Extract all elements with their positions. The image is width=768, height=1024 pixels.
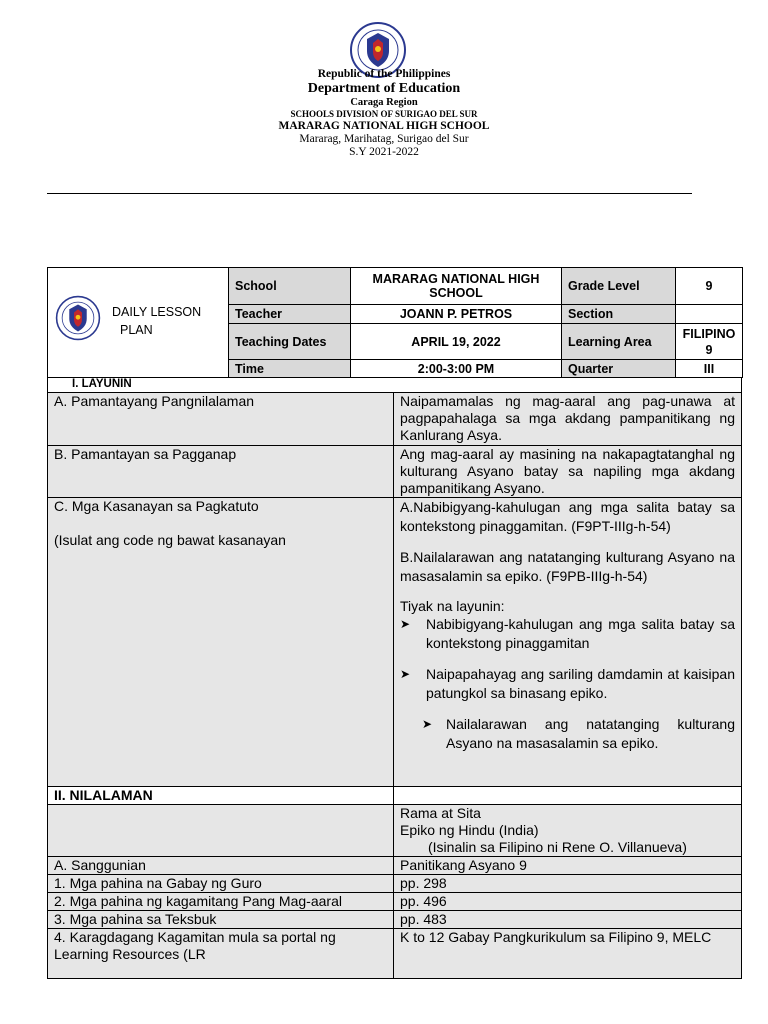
school-value: MARARAG NATIONAL HIGH SCHOOL	[351, 268, 562, 305]
grade-level-value: 9	[676, 268, 743, 305]
dlp-title-cell	[48, 268, 229, 378]
learning-area-value: FILIPINO 9	[676, 324, 743, 360]
grade-level-label: Grade Level	[562, 268, 676, 305]
learning-area-label: Learning Area	[562, 324, 676, 360]
teacher-label: Teacher	[229, 305, 351, 324]
pamantayang-pangnilalaman-text: Naipamamalas ng mag-aaral ang pag-unawa at pagpapahalaga sa mga akdang pampanitikang ng Kanlurang Asya.	[394, 393, 742, 446]
pang-mag-aaral-value: pp. 496	[394, 893, 742, 911]
school-year-text: S.Y 2021-2022	[349, 146, 419, 159]
section-label: Section	[562, 305, 676, 324]
department-text: Department of Education	[307, 81, 461, 97]
mga-kasanayan-note: (Isulat ang code ng bawat kasanayan	[54, 532, 286, 548]
quarter-value: III	[676, 360, 743, 378]
sanggunian-label: A. Sanggunian	[48, 857, 394, 875]
pamantayang-pangnilalaman-label: A. Pamantayang Pangnilalaman	[48, 393, 394, 446]
school-label: School	[229, 268, 351, 305]
region-text: Caraga Region	[350, 97, 418, 109]
arrow-bullet-icon: ➤	[400, 667, 411, 681]
dlp-title: DAILY LESSON PLAN	[112, 305, 202, 337]
pang-mag-aaral-label: 2. Mga pahina ng kagamitang Pang Mag-aaral	[48, 893, 394, 911]
sanggunian-value: Panitikang Asyano 9	[394, 857, 742, 875]
republic-text: Republic of the Philippines	[317, 68, 451, 80]
karagdagang-kagamitan-label: 4. Karagdagang Kagamitan mula sa portal ng Learning Resources (LR	[48, 929, 394, 979]
kasanayan-b: B.Nailalarawan ang natatanging kulturang Asyano na masasalamin sa epiko. (F9PB-IIIg-h-54)	[400, 549, 735, 584]
kasanayan-a: A.Nabibigyang-kahulugan ang mga salita batay sa kontekstong pinaggamitan. (F9PT-IIIg-h-54)	[400, 499, 735, 534]
letterhead	[0, 68, 768, 159]
pamantayan-sa-pagganap-label: B. Pamantayan sa Pagganap	[48, 446, 394, 498]
teksbuk-label: 3. Mga pahina sa Teksbuk	[48, 911, 394, 929]
teacher-value: JOANN P. PETROS	[351, 305, 562, 324]
pamantayan-sa-pagganap-text: Ang mag-aaral ay masining na nakapagtatanghal ng kulturang Asyano batay sa napiling mga akdang pampanitikang Asyano.	[394, 446, 742, 498]
nilalaman-title: Rama at Sita	[400, 805, 481, 821]
karagdagang-kagamitan-value: K to 12 Gabay Pangkurikulum sa Filipino 9, MELC	[394, 929, 742, 979]
layunin-heading: I. LAYUNIN	[48, 378, 742, 393]
deped-seal-icon	[55, 295, 101, 341]
tiyak-na-layunin-label: Tiyak na layunin:	[400, 598, 505, 614]
nilalaman-heading: II. NILALAMAN	[48, 787, 394, 805]
school-name-text: MARARAG NATIONAL HIGH SCHOOL	[278, 119, 490, 132]
lesson-plan-table	[47, 377, 742, 979]
lesson-info-table	[47, 267, 743, 378]
section-value	[676, 305, 743, 324]
quarter-label: Quarter	[562, 360, 676, 378]
teksbuk-value: pp. 483	[394, 911, 742, 929]
time-value: 2:00-3:00 PM	[351, 360, 562, 378]
time-label: Time	[229, 360, 351, 378]
header-divider	[47, 193, 692, 194]
gabay-ng-guro-value: pp. 298	[394, 875, 742, 893]
mga-kasanayan-content	[394, 498, 742, 787]
nilalaman-subtitle: Epiko ng Hindu (India)	[400, 822, 539, 838]
gabay-ng-guro-label: 1. Mga pahina na Gabay ng Guro	[48, 875, 394, 893]
teaching-dates-label: Teaching Dates	[229, 324, 351, 360]
list-item: ➤ Nailalarawan ang natatanging kulturang Asyano na masasalamin sa epiko.	[422, 716, 735, 751]
school-address-text: Mararag, Marihatag, Surigao del Sur	[299, 132, 469, 145]
mga-kasanayan-label: C. Mga Kasanayan sa Pagkatuto	[54, 498, 259, 514]
teaching-dates-value: APRIL 19, 2022	[351, 324, 562, 360]
division-text: SCHOOLS DIVISION OF SURIGAO DEL SUR	[290, 109, 478, 120]
mga-kasanayan-cell	[48, 498, 394, 787]
nilalaman-translator: (Isinalin sa Filipino ni Rene O. Villanueva)	[428, 839, 687, 855]
arrow-bullet-icon: ➤	[400, 617, 411, 631]
nilalaman-content	[394, 805, 742, 857]
list-item: ➤ Nabibigyang-kahulugan ang mga salita batay sa kontekstong pinaggamitan	[400, 616, 735, 651]
list-item: ➤ Naipapahayag ang sariling damdamin at kaisipan patungkol sa binasang epiko.	[400, 666, 735, 701]
arrow-bullet-icon: ➤	[422, 717, 433, 731]
